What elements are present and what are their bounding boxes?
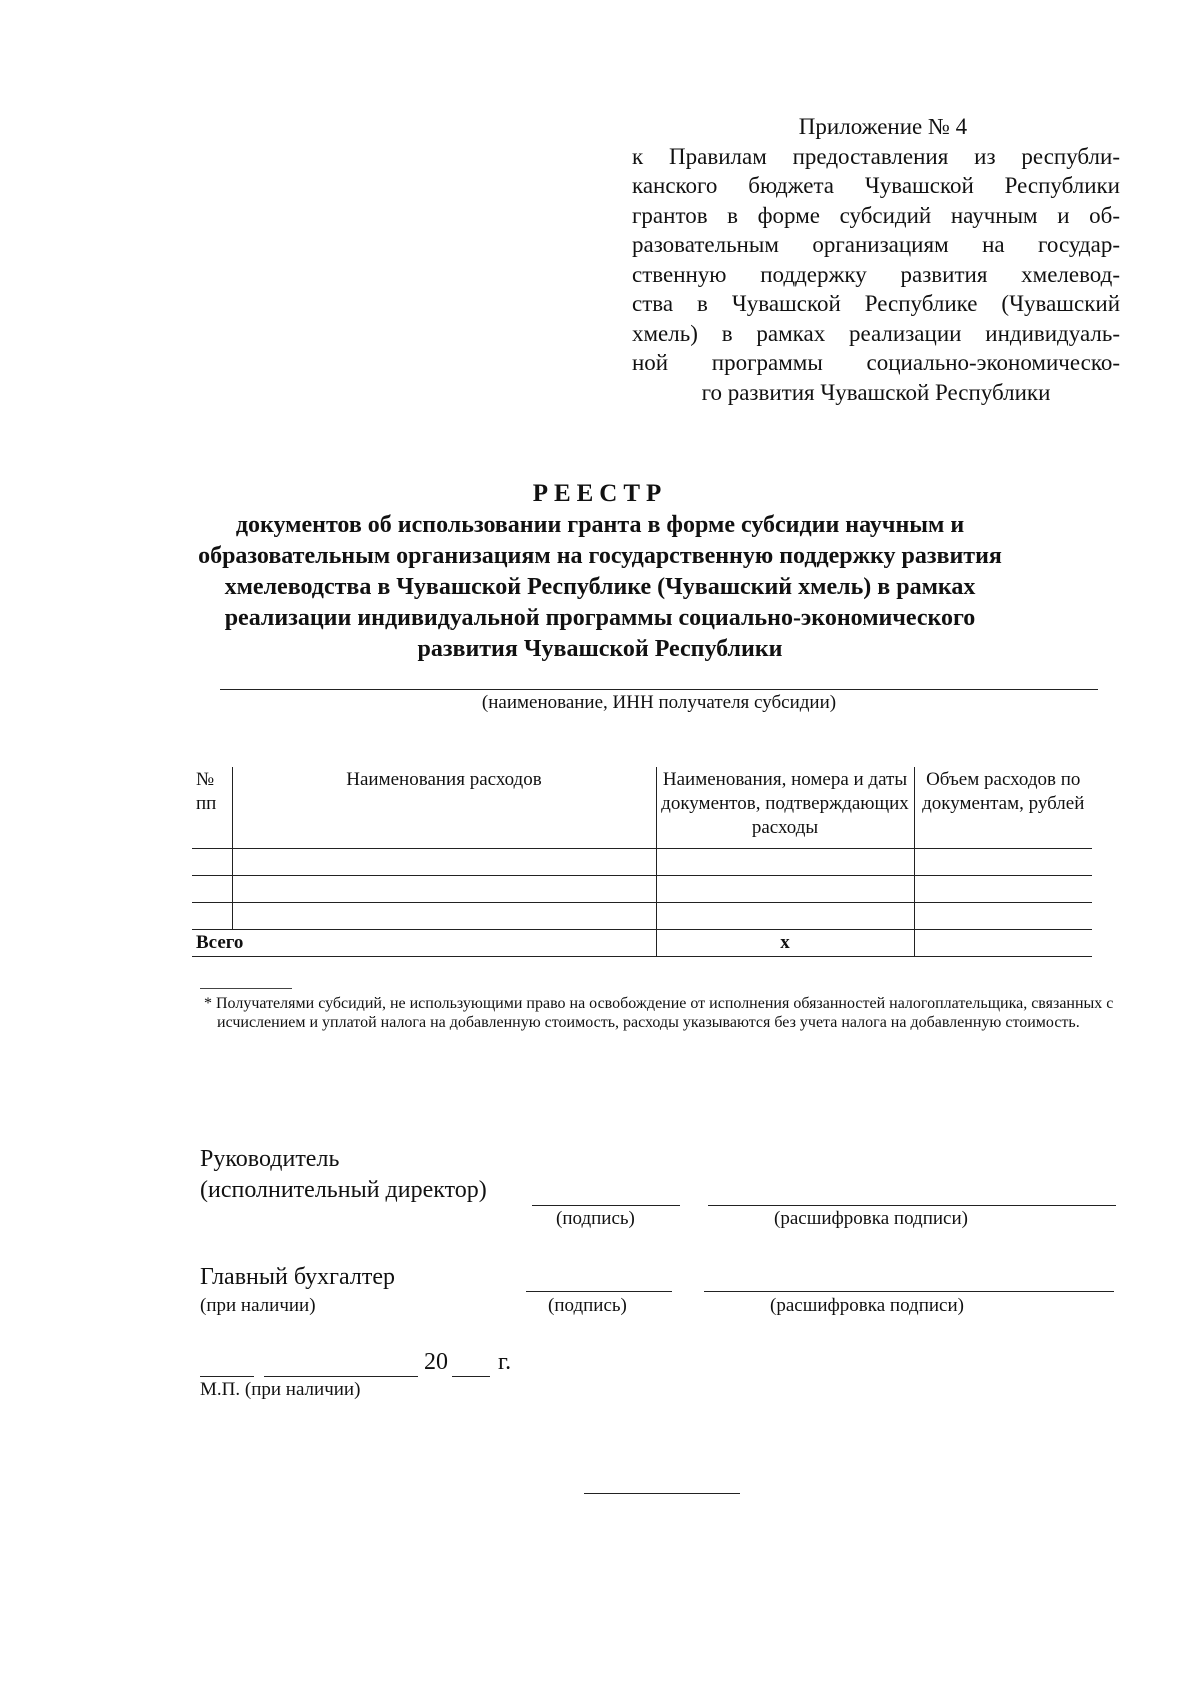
appendix-block [632, 112, 1120, 407]
accountant-decoding-line[interactable] [704, 1291, 1114, 1292]
title-line: документов об использовании гранта в форме субсидии научным и [235, 512, 965, 538]
header-expense-name: Наименования расходов [232, 767, 656, 849]
appendix-line: канского бюджета Чувашской Республики [632, 173, 1120, 198]
appendix-line: ной программы социально-экономическо- [632, 350, 1120, 375]
accountant-signature-line[interactable] [526, 1291, 672, 1292]
header-number: № пп [192, 767, 232, 849]
title-line: образовательным организациям на государственную поддержку развития [198, 543, 1002, 569]
title-heading: РЕЕСТР [532, 480, 668, 507]
appendix-line: ственную поддержку развития хмелевод- [632, 261, 1120, 287]
appendix-line: разовательным организациям на государ- [632, 232, 1120, 257]
recipient-caption: (наименование, ИНН получателя субсидии) [481, 692, 837, 713]
table-cell[interactable] [914, 849, 1092, 876]
header-amount: Объем расходов по документам, рублей [914, 767, 1092, 849]
table-cell[interactable] [232, 876, 656, 903]
table-cell[interactable] [914, 903, 1092, 930]
footnote-divider [200, 988, 292, 989]
title-line: хмелеводства в Чувашской Республике (Чувашский хмель) в рамках [224, 574, 976, 600]
header-documents: Наименования, номера и даты документов, подтверждающих расходы [656, 767, 914, 849]
accountant-subtitle: (при наличии) [200, 1295, 316, 1316]
appendix-line: грантов в форме субсидий научным и об- [632, 202, 1120, 228]
total-amount-cell[interactable] [914, 930, 1092, 957]
date-year-line[interactable] [452, 1376, 490, 1377]
recipient-fill-line[interactable] [220, 689, 1098, 690]
director-signature-line[interactable] [532, 1205, 680, 1206]
seal-caption: М.П. (при наличии) [200, 1379, 361, 1400]
director-signature-caption: (подпись) [556, 1208, 635, 1229]
table-cell[interactable] [232, 849, 656, 876]
appendix-line: к Правилам предоставления из республи- [632, 143, 1120, 169]
end-divider [584, 1493, 740, 1494]
date-year-suffix: г. [498, 1349, 512, 1375]
accountant-signature-caption: (подпись) [548, 1295, 627, 1316]
director-subtitle: (исполнительный директор) [200, 1177, 487, 1203]
table-cell[interactable] [232, 903, 656, 930]
appendix-line: го развития Чувашской Республики [701, 379, 1051, 405]
footnote: * Получателями субсидий, не использующими право на освобождение от исполнения обязанностей налогоплательщика, связанных с исчислением и уплатой налога на добавленную стоимость, расходы указываются без учета налога на добавленную стоимость. [204, 995, 1114, 1031]
accountant-title: Главный бухгалтер [200, 1264, 395, 1290]
director-decoding-line[interactable] [708, 1205, 1116, 1206]
appendix-number: Приложение № 4 [798, 114, 968, 139]
title-line: развития Чувашской Республики [417, 636, 783, 662]
director-title: Руководитель [200, 1146, 340, 1172]
title-line: реализации индивидуальной программы социально-экономического [224, 605, 976, 631]
table-cell[interactable] [656, 903, 914, 930]
appendix-line: ства в Чувашской Республике (Чувашский [632, 291, 1120, 316]
accountant-decoding-caption: (расшифровка подписи) [770, 1295, 964, 1316]
table-cell[interactable] [914, 876, 1092, 903]
table-cell[interactable] [656, 876, 914, 903]
table-cell[interactable] [192, 876, 232, 903]
table-cell[interactable] [656, 849, 914, 876]
table-header-row [192, 767, 1092, 849]
expenses-table [192, 767, 1092, 957]
document-title [180, 478, 1020, 665]
appendix-line: хмель) в рамках реализации индивидуаль- [632, 320, 1120, 346]
director-decoding-caption: (расшифровка подписи) [774, 1208, 968, 1229]
table-row [192, 903, 1092, 930]
table-row [192, 876, 1092, 903]
table-row [192, 849, 1092, 876]
date-month-line[interactable] [264, 1376, 418, 1377]
date-year-prefix: 20 [424, 1349, 448, 1375]
total-mark: х [656, 930, 914, 957]
table-cell[interactable] [192, 849, 232, 876]
table-cell[interactable] [192, 903, 232, 930]
table-total-row [192, 930, 1092, 957]
date-day-line[interactable] [200, 1376, 254, 1377]
total-label: Всего [192, 930, 656, 957]
